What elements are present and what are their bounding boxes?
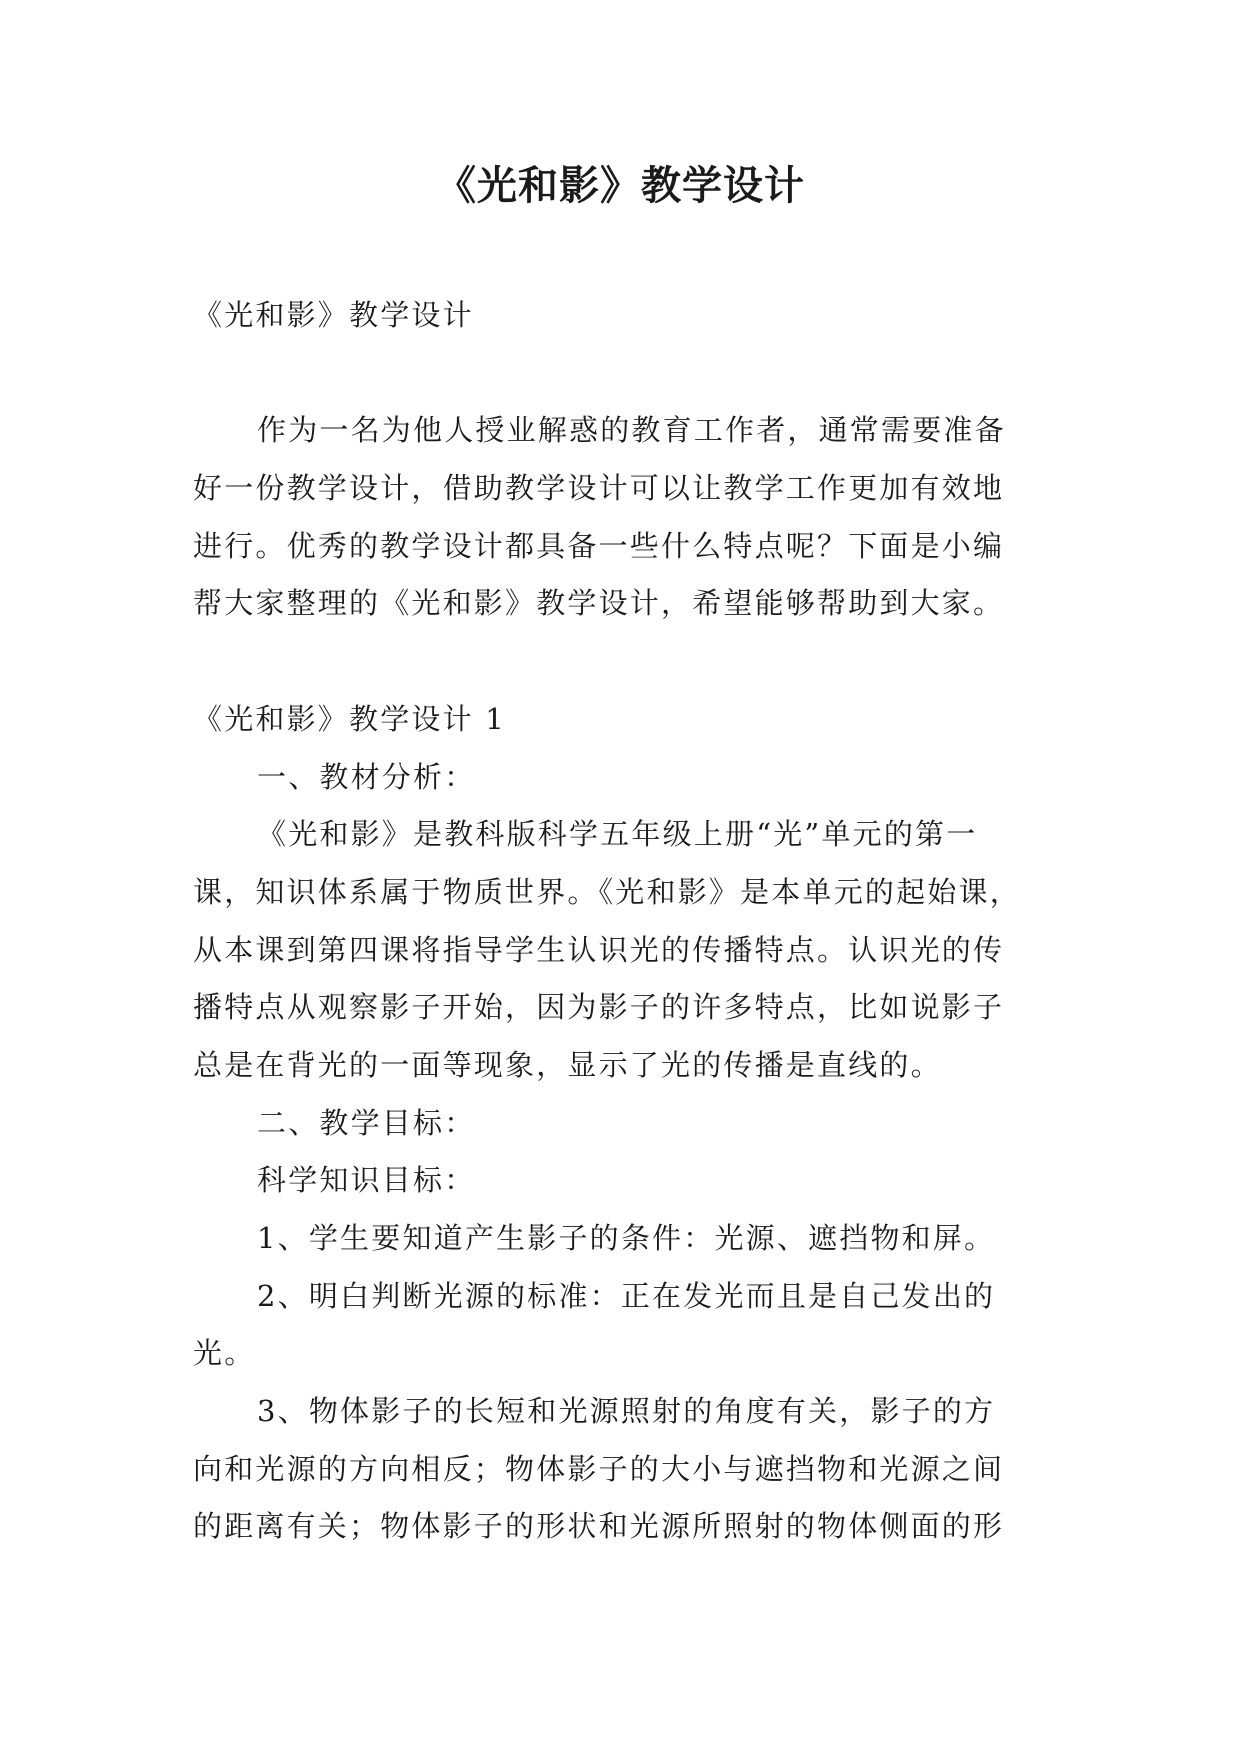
objective-item-2: 2、明白判断光源的标准：正在发光而且是自己发出的 [257, 1278, 996, 1313]
intro-line: 好一份教学设计，借助教学设计可以让教学工作更加有效地 [193, 471, 1005, 506]
spacer [193, 633, 1053, 691]
objective-item-2-cont: 光。 [193, 1336, 256, 1371]
objective-item-1: 1、学生要知道产生影子的条件：光源、遮挡物和屏。 [257, 1221, 996, 1255]
part2-subheading: 科学知识目标： [257, 1163, 476, 1198]
part1-line: 播特点从观察影子开始，因为影子的许多特点，比如说影子 [193, 990, 1005, 1025]
part1-line: 课，知识体系属于物质世界。《光和影》是本单元的起始课， [193, 874, 1021, 909]
objective-item-3: 3、物体影子的长短和光源照射的角度有关，影子的方 [257, 1394, 996, 1429]
intro-line: 作为一名为他人授业解惑的教育工作者，通常需要准备 [257, 413, 1006, 448]
subtitle: 《光和影》教学设计 [193, 298, 474, 332]
document-title: 《光和影》教学设计 [436, 163, 805, 209]
intro-line: 帮大家整理的《光和影》教学设计，希望能够帮助到大家。 [193, 586, 1005, 621]
section-heading: 《光和影》教学设计 1 [193, 701, 506, 736]
objective-item-3-cont: 向和光源的方向相反；物体影子的大小与遮挡物和光源之间 [193, 1451, 1005, 1486]
part1-line: 总是在背光的一面等现象，显示了光的传播是直线的。 [193, 1047, 942, 1082]
part1-heading: 一、教材分析： [257, 759, 476, 794]
objective-item-3-cont: 的距离有关；物体影子的形状和光源所照射的物体侧面的形 [193, 1509, 1005, 1544]
part1-line: 从本课到第四课将指导学生认识光的传播特点。认识光的传 [193, 932, 1005, 967]
spacer [193, 345, 1053, 403]
intro-line: 进行。优秀的教学设计都具备一些什么特点呢？下面是小编 [193, 528, 1005, 563]
document-body [193, 287, 1053, 1556]
part2-heading: 二、教学目标： [257, 1105, 476, 1140]
part1-line: 《光和影》是教科版科学五年级上册“光”单元的第一 [257, 817, 978, 852]
